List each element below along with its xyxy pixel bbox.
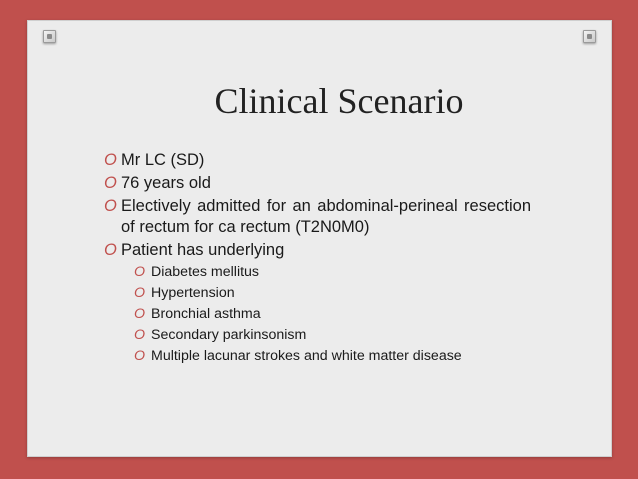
list-item	[101, 173, 531, 194]
bullet-icon: O	[134, 327, 146, 343]
sub-list-item-text: Bronchial asthma	[151, 306, 261, 322]
list-item-text: Mr LC (SD)	[121, 151, 205, 169]
list-item-text: Electively admitted for an abdominal-perineal resection of rectum for ca rectum (T2N0M0)	[121, 197, 531, 236]
sub-list-item-text: Diabetes mellitus	[151, 264, 260, 280]
bullet-icon: O	[134, 306, 146, 322]
pushpin-icon	[43, 30, 56, 43]
slide-title: Clinical Scenario	[214, 81, 464, 121]
bullet-list	[101, 150, 531, 368]
sub-list-item	[101, 326, 531, 344]
bullet-icon: O	[104, 241, 117, 259]
list-item	[101, 240, 531, 261]
list-item	[101, 150, 531, 171]
sub-list-item	[101, 284, 531, 302]
list-item-text: 76 years old	[121, 174, 211, 192]
sub-list-item	[101, 263, 531, 281]
sub-list-item-text: Hypertension	[151, 285, 235, 301]
sub-list-item-text: Multiple lacunar strokes and white matter disease	[151, 348, 462, 364]
sub-list-item	[101, 305, 531, 323]
list-item	[101, 196, 531, 238]
bullet-icon: O	[134, 264, 146, 280]
bullet-icon: O	[104, 197, 117, 215]
bullet-icon: O	[134, 285, 146, 301]
bullet-icon: O	[104, 151, 117, 169]
bullet-icon: O	[134, 348, 146, 364]
list-item-text: Patient has underlying	[121, 241, 285, 259]
sub-list-item	[101, 347, 531, 365]
pushpin-icon	[583, 30, 596, 43]
sub-list-item-text: Secondary parkinsonism	[151, 327, 307, 343]
bullet-icon: O	[104, 174, 117, 192]
